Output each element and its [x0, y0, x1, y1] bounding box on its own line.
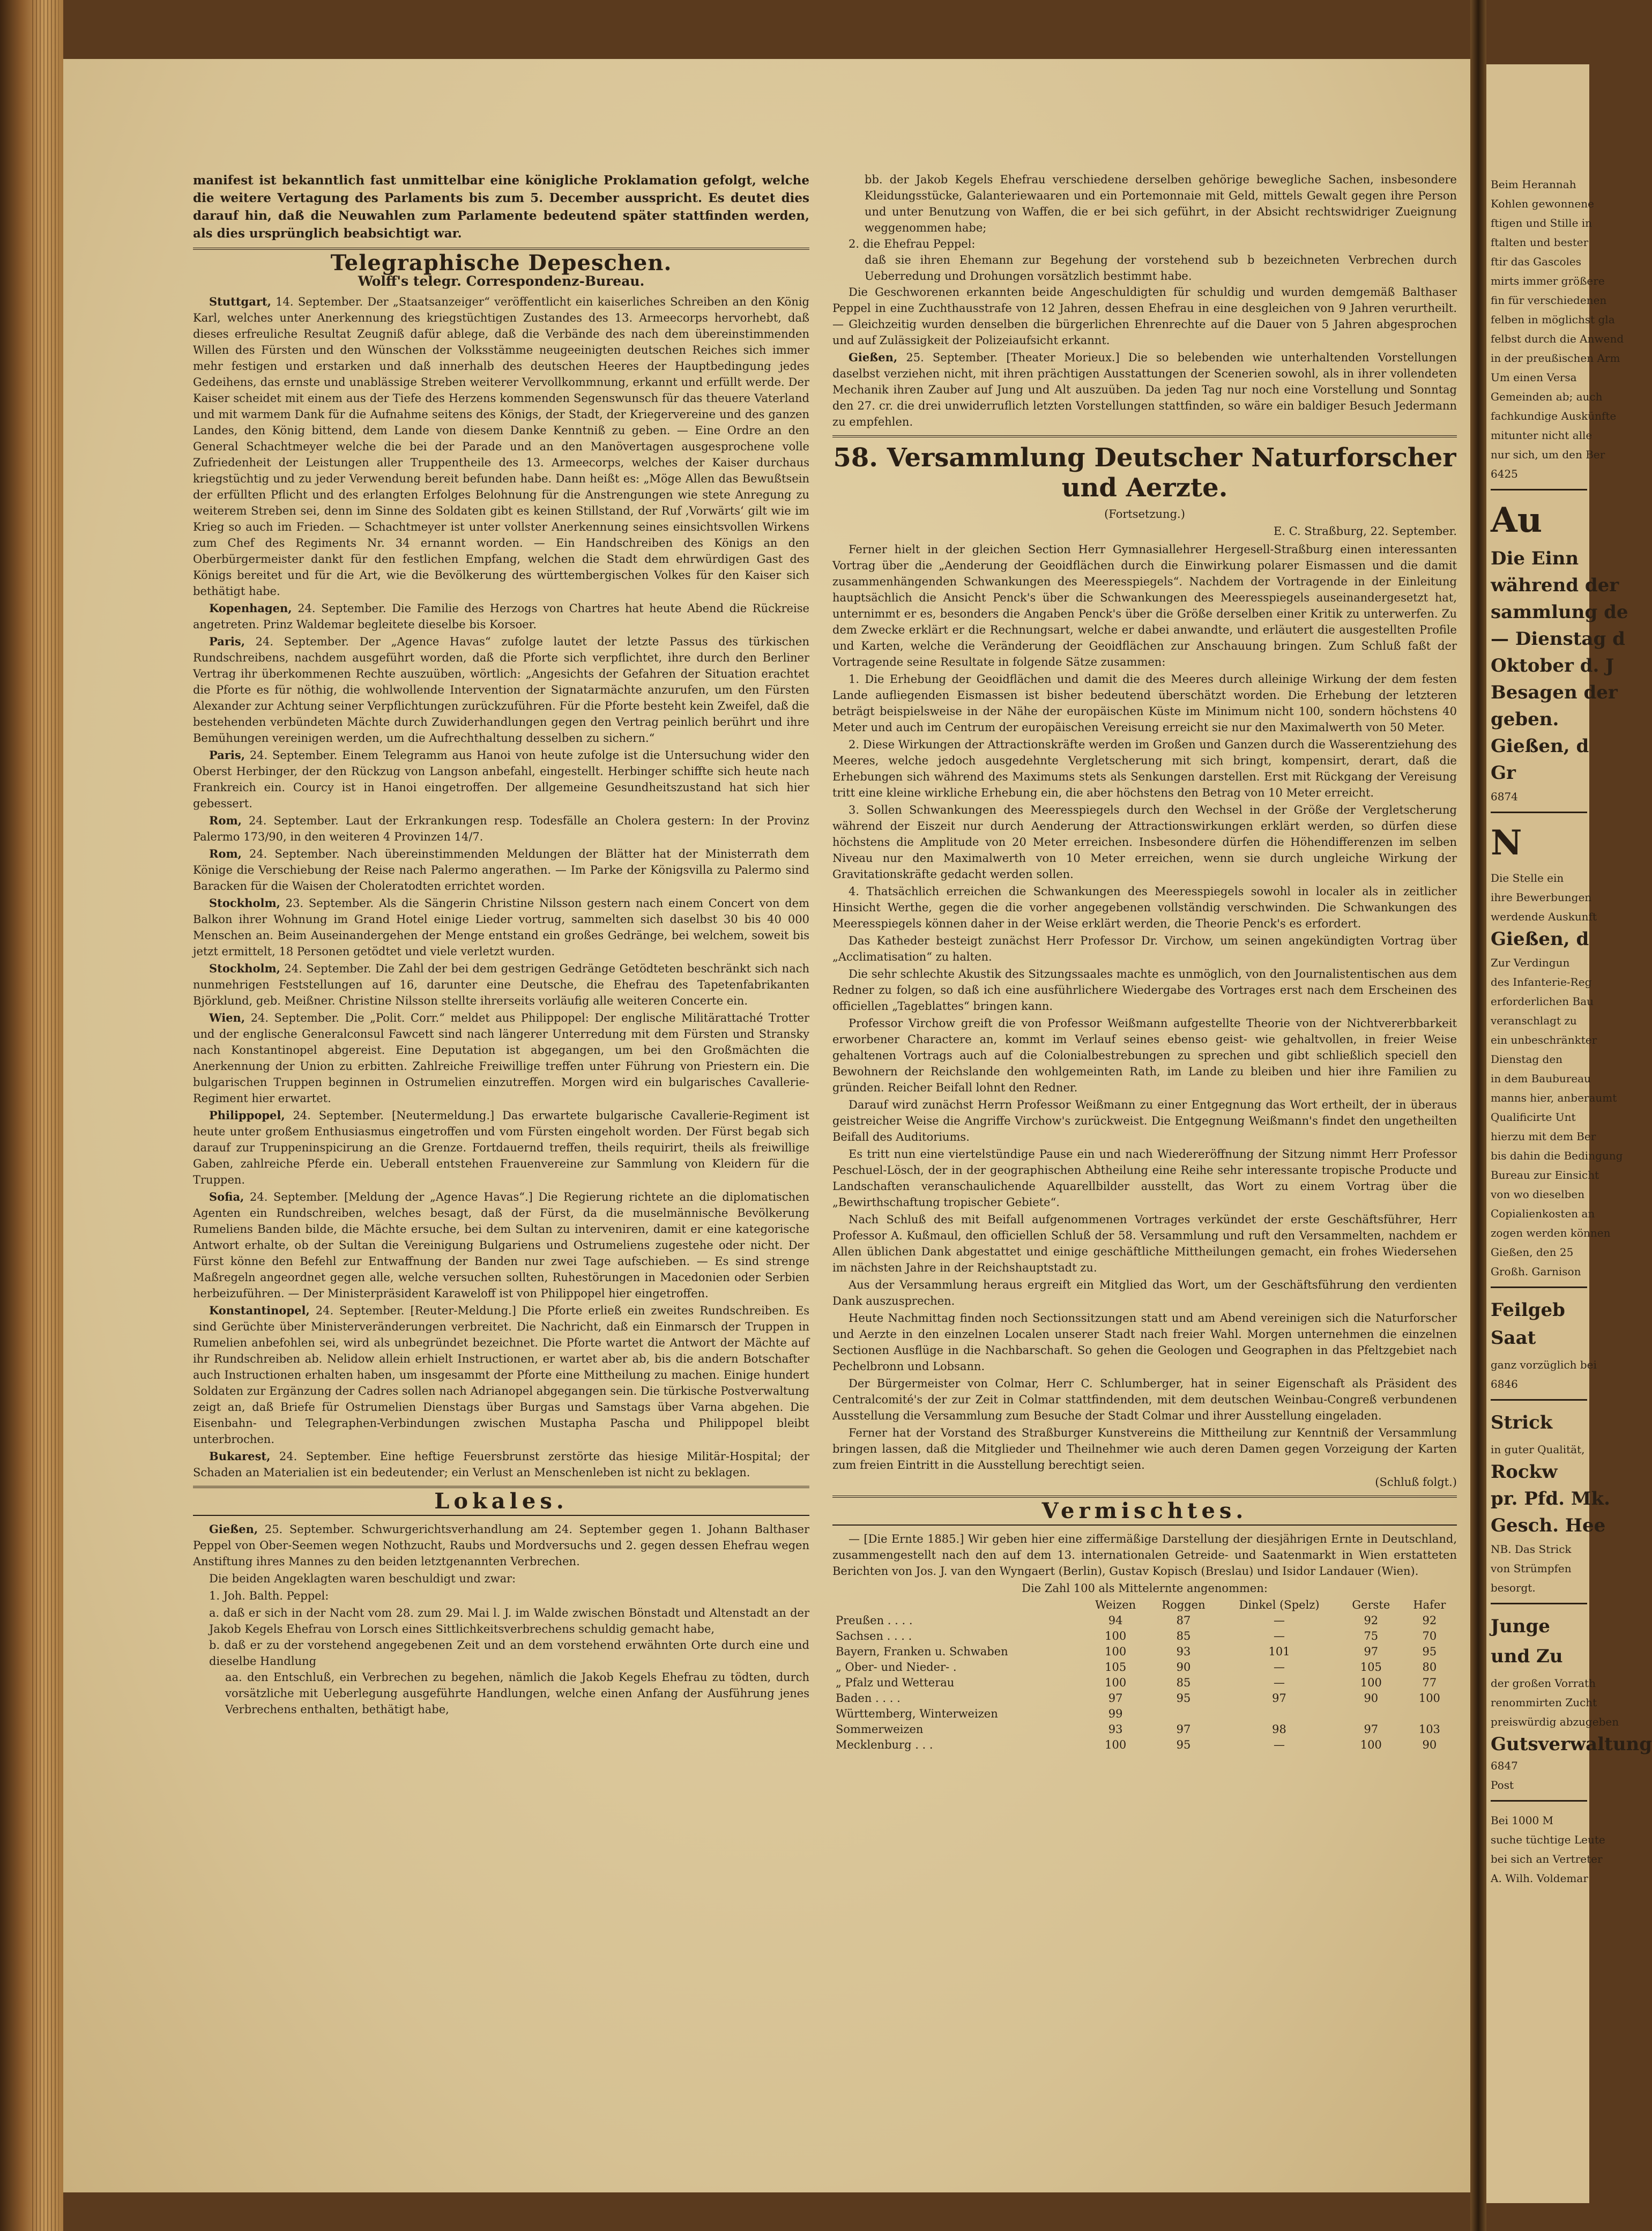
region-cell: „ Ober- und Nieder- .: [836, 1661, 957, 1674]
theater-notice: [832, 349, 1457, 430]
value-cell: [1402, 1706, 1457, 1722]
theater-text: 25. September. [Theater Morieux.] Die so belebenden wie unterhaltenden Vorstellungen daselbst verziehen nicht, mit ihren prächtigen Ausstattungen der Scenerien sowohl, als in ihrer vollendeten Mechanik ihren Zauber auf Jung und Alt auszuüben. Da jeden Tag nur noch eine Vorstellung und Sonntag den 27. cr. die drei unwiderruflich letzten Vorstellungen stattfinden, so wäre ein baldiger Besuch Jedermann zu empfehlen.: [832, 351, 1457, 428]
value-cell: 105: [1105, 1661, 1127, 1674]
adjacent-page-text: erforderlichen Bau: [1491, 995, 1594, 1008]
adjacent-page-text: felben in möglichst gla: [1491, 313, 1615, 326]
dispatch-text: 24. September. Die Zahl der bei dem gestrigen Gedränge Getödteten beschränkt sich nach nunmehrigen Feststellungen auf 16, darunter eine Deutsche, die Ehefrau des Tapetenfabrikanten Björklund, geb. Meißner. Christine Nilsson stellte ihrerseits vorläufig alle weiteren Concerte ein.: [193, 962, 809, 1007]
adjacent-page-text: werdende Auskunft: [1491, 910, 1597, 923]
section-divider: [193, 1515, 809, 1516]
dispatch-text: 24. September. [Neutermeldung.] Das erwartete bulgarische Cavallerie-Regiment ist heute unter großem Enthusiasmus eingetroffen und vom Fürsten eingeholt worden. Der Fürst begab sich darauf zur Truppeninspicirung an die Grenze. Fortdauernd treffen, theils requirirt, theils als freiwillige Gaben, zahlreiche Pferde ein. Ueberall entstehen Frauenvereine zur Sammlung von Kleidern für die Truppen.: [193, 1109, 809, 1186]
value-cell: —: [1274, 1630, 1285, 1642]
accused-1: 1. Joh. Balth. Peppel:: [209, 1589, 329, 1602]
value-cell: 80: [1422, 1661, 1437, 1674]
telegraph-items: [193, 294, 809, 1481]
value-cell: —: [1274, 1738, 1285, 1751]
value-cell: 95: [1422, 1645, 1437, 1658]
region-cell: Mecklenburg . . .: [836, 1738, 933, 1751]
lokales-title: Lokales.: [434, 1489, 568, 1514]
adjacent-page-text: geben.: [1491, 709, 1559, 730]
adjacent-page-text: 6874: [1491, 790, 1518, 803]
dispatch-text: 24. September. Die „Polit. Corr.“ meldet aus Philippopel: Der englische Militärattaché Trotter und der englische Generalconsul Fawcett sind nach längerer Unterredung mit dem Fürsten und Stransky nach Konstantinopel abgereist. Eine Deputation ist abgegangen, um bei den Großmächten die Anerkennung der Union zu erbitten. Zahlreiche Freiwillige treffen unter Führung von Priestern ein. Die bulgarischen Truppen beginnen in Ostrumelien einzutreffen. Morgen wird ein bulgarisches Cavallerie-Regiment hier erwartet.: [193, 1012, 809, 1105]
telegraph-subtitle: Wolff's telegr. Correspondenz-Bureau.: [358, 273, 645, 289]
dispatch-text: 24. September. Laut der Erkrankungen resp. Todesfälle an Cholera gestern: In der Provinz Palermo 173/90, in den weiteren 4 Provinzen 14/7.: [193, 814, 809, 843]
region-cell: Preußen . . . .: [836, 1614, 913, 1627]
region-cell: Sachsen . . . .: [836, 1630, 912, 1642]
dispatch-city: Stockholm,: [209, 962, 280, 975]
value-cell: 90: [1176, 1661, 1191, 1674]
adjacent-page-text: Gießen, d: [1491, 928, 1589, 950]
report-paragraph: 1. Die Erhebung der Geoidflächen und damit die des Meeres durch alleinige Wirkung der dem festen Lande aufliegenden Eismassen ist bisher bedeutend überschätzt worden. Die Erhebung der letzteren beträgt beispielsweise in der Nähe der europäischen Küste im Minimum nicht 100, sondern höchstens 40 Meter und auch im Centrum der europäischen Vereisung erreicht sie nur den Maximalwerth von 50 Meter.: [832, 673, 1457, 734]
table-row: [832, 1613, 1457, 1628]
report-paragraph: Professor Virchow greift die von Professor Weißmann aufgestellte Theorie von der Nichtvererbbarkeit erworbener Charactere an, kommt im Verlauf seines ebenso geist- wie gehaltvollen, in freier Weise gehaltenen Vortrags auch auf die Colonialbestrebungen zu sprechen und gibt schließlich speciell den Bewohnern der Reichslande den wohlgemeinten Rath, im Lande zu bleiben und hier ihre Familien zu gründen. Reicher Beifall lohnt den Redner.: [832, 1017, 1457, 1094]
adjacent-page-text: veranschlagt zu: [1491, 1014, 1577, 1027]
vermischtes-title: Vermischtes.: [1041, 1498, 1248, 1523]
adjacent-page-text: des Infanterie-Reg: [1491, 976, 1592, 988]
adjacent-page-text: nur sich, um den Ber: [1491, 448, 1605, 461]
charge-item: b. daß er zu der vorstehend angegebenen Zeit und an dem vorstehend erwähnten Orte durch eine und dieselbe Handlung: [209, 1639, 809, 1668]
value-cell: 105: [1360, 1661, 1382, 1674]
dispatch-city: Rom,: [209, 814, 242, 827]
adjacent-page-text: in guter Qualität,: [1491, 1443, 1585, 1456]
adjacent-page-text: renommirten Zucht: [1491, 1696, 1597, 1709]
lead-paragraph: [193, 172, 809, 242]
value-cell: [1218, 1706, 1340, 1722]
adjacent-page-text: Post: [1491, 1779, 1514, 1791]
book-gutter: [1470, 0, 1486, 2231]
region-cell: „ Pfalz und Wetterau: [836, 1676, 955, 1689]
adjacent-page-text: von Strümpfen: [1491, 1562, 1572, 1575]
adjacent-page-text: 6847: [1491, 1759, 1518, 1772]
charge-list: [193, 1605, 809, 1717]
value-cell: 101: [1268, 1645, 1290, 1658]
adjacent-page-text: Dienstag den: [1491, 1053, 1563, 1066]
adjacent-page-text: Oktober d. J: [1491, 655, 1614, 676]
value-cell: 85: [1176, 1676, 1191, 1689]
dispatch-text: 24. September. Eine heftige Feuersbrunst zerstörte das hiesige Militär-Hospital; der Schaden an Materialien ist ein bedeutender; ein Verlust an Menschenleben ist nicht zu beklagen.: [193, 1450, 809, 1479]
table-row: [832, 1660, 1457, 1675]
value-cell: 100: [1418, 1692, 1440, 1705]
adjacent-page-text: Beim Herannah: [1491, 178, 1576, 191]
adjacent-page-text: Die Stelle ein: [1491, 872, 1564, 884]
dispatch-item: [193, 813, 809, 845]
dispatch-item: [193, 1107, 809, 1188]
adjacent-page-text: Copialienkosten an: [1491, 1207, 1595, 1220]
charge-item: daß sie ihren Ehemann zur Begehung der vorstehend sub b bezeichneten Verbrechen durch Ueberredung und Drohungen vorsätzlich bestimmt habe.: [865, 254, 1457, 282]
dispatch-item: [193, 1189, 809, 1302]
right-column: [832, 172, 1457, 1753]
dispatch-item: [193, 895, 809, 960]
report-paragraph: Die sehr schlechte Akustik des Sitzungssaales machte es unmöglich, von den Journalistentischen aus dem Redner zu folgen, so daß ich eine ausführlichere Wiedergabe des Vortrages erst nach dem Erscheinen des officiellen „Tageblattes“ bringen kann.: [832, 968, 1457, 1013]
ad-divider: [1491, 489, 1587, 490]
adjacent-page-text: fin für verschiedenen: [1491, 294, 1607, 307]
lokales-intro-text: 25. September. Schwurgerichtsverhandlung am 24. September gegen 1. Johann Balthaser Peppel von Ober-Seemen wegen Nothzucht, Raubs und Mordversuchs und 2. gegen dessen Ehefrau wegen Anstiftung ihres Mannes zu den beiden letztgenannten Verbrechen.: [193, 1523, 809, 1568]
adjacent-page-text: der großen Vorrath: [1491, 1677, 1596, 1690]
value-cell: 97: [1272, 1692, 1286, 1705]
adjacent-page-text: ein unbeschränkter: [1491, 1033, 1597, 1046]
dispatch-text: 24. September. [Meldung der „Agence Havas“.] Die Regierung richtete an die diplomatischen Agenten ein Rundschreiben, welches besagt, daß der Fürst, da die muselmännische Bevölkerung Rumeliens Banden bilde, die Mächte ersuche, bei dem Sultan zu interveniren, damit er eine kategorische Antwort erhalte, ob der Sultan die Vereinigung Bulgariens und Ostrumeliens zugestehe oder nicht. Der Fürst könne den Befehl zur Entwaffnung der Banden nur zwei Tage aufschieben. — Es sind strenge Maßregeln angeordnet gegen alle, welche versuchen sollten, Ruhestörungen in Macedonien oder Serbien herbeizuführen. — Der Ministerpräsident Karaweloff ist von Philippopel hier eingetroffen.: [193, 1191, 809, 1300]
dispatch-text: 24. September. [Reuter-Meldung.] Die Pforte erließ ein zweites Rundschreiben. Es sind Gerüchte über Ministerveränderungen verbreitet. Die Nachricht, daß ein Einmarsch der Truppen in Rumelien anbefohlen sei, wird als unbegründet bezeichnet. Die Pforte wartet die Antwort der Mächte auf ihr Rundschreiben ab. Nelidow allein erhielt Instructionen, er wartet aber ab, bis die andern Botschafter auch Instructionen erhalten haben, um insgesammt der Pforte eine Mittheilung zu machen. Einige hundert Soldaten zur Ergänzung der Cadres sollen nach Adrianopel abgegangen sein. Die türkische Postverwaltung zeigt an, daß Briefe für Ostrumelien Dienstags über Burgas und Samstags über Varna abgehen. Die Eisenbahn- und Telegraphen-Verbindungen zwischen Mustapha Pascha und Philippopel bleibt unterbrochen.: [193, 1304, 809, 1446]
dispatch-city: Rom,: [209, 847, 242, 860]
dispatch-text: 23. September. Als die Sängerin Christine Nilsson gestern nach einem Concert von dem Balkon ihrer Wohnung im Grand Hotel einige Lieder vortrug, sammelten sich daselbst 30 bis 40 000 Menschen an. Beim Auseinandergehen der Menge entstand ein großes Gedränge, bei welchem, soweit bis jetzt ermittelt, 18 Personen getödtet und viele verletzt wurden.: [193, 897, 809, 958]
naturforscher-title: 58. Versammlung Deutscher Naturforscher und Aerzte.: [833, 443, 1456, 503]
adjacent-page-text: ihre Bewerbungen: [1491, 891, 1592, 904]
ad-divider: [1491, 1286, 1587, 1288]
section-divider: [832, 435, 1457, 437]
report-paragraph: 4. Thatsächlich erreichen die Schwankungen des Meeresspiegels sowohl in localer als in zeitlicher Hinsicht Werthe, gegen die die vorher angegebenen vollständig verschwinden. Die Schwankungen des Meeresspiegels können daher in der Weise erklärt werden, die Theorie Penck's es erfordert.: [832, 885, 1457, 930]
value-cell: 77: [1422, 1676, 1437, 1689]
ad-divider: [1491, 1603, 1587, 1604]
naturforscher-dateline: E. C. Straßburg, 22. September.: [1274, 525, 1457, 538]
report-paragraph: Heute Nachmittag finden noch Sectionssitzungen statt und am Abend vereinigen sich die Naturforscher und Aerzte in den einzelnen Localen unserer Stadt nach freier Wahl. Morgen unternehmen die einzelnen Sectionen Ausflüge in die Nachbarschaft. So gehen die Geologen und Geographen in das Pfeltzgebiet nach Pechelbronn und Lobsann.: [832, 1312, 1457, 1373]
adjacent-page-text: ftir das Gascoles: [1491, 255, 1582, 268]
adjacent-page-text: Besagen der: [1491, 682, 1618, 703]
report-paragraph: Aus der Versammlung heraus ergreift ein Mitglied das Wort, um der Geschäftsführung den verdienten Dank auszusprechen.: [832, 1278, 1457, 1307]
report-paragraph: Nach Schluß des mit Beifall aufgenommenen Vortrages verkündet der erste Geschäftsführer, Herr Professor A. Kußmaul, den officiellen Schluß der 58. Versammlung und ruft den Versammelten, nachdem er Allen üblichen Dank abgestattet und einige geschäftliche Mittheilungen gemacht, ein frohes Wiedersehen im nächsten Jahre in der Reichshauptstadt zu.: [832, 1213, 1457, 1274]
table-body: [832, 1613, 1457, 1753]
table-row: [832, 1722, 1457, 1737]
adjacent-page-text: ganz vorzüglich bei: [1491, 1358, 1597, 1371]
value-cell: 98: [1272, 1723, 1286, 1736]
adjacent-page-text: während der: [1491, 575, 1619, 596]
left-column: [193, 172, 809, 1717]
column-header: [832, 1597, 1083, 1613]
report-paragraph: Es tritt nun eine viertelstündige Pause ein und nach Wiedereröffnung der Sitzung nimmt Herr Professor Peschuel-Lösch, der in der geographischen Abtheilung eine Reihe sehr interessante tropische Producte und Landschaften veranschaulichende Aquarellbilder ausstellt, das Wort zu einem Vortrag über die „Bewirthschaftung tropischer Gebiete“.: [832, 1148, 1457, 1209]
charge-item: a. daß er sich in der Nacht vom 28. zum 29. Mai l. J. im Walde zwischen Bönstadt und Altenstadt an der Jakob Kegels Ehefrau von Lorsch eines Sittlichkeitsverbrechens schuldig gemacht habe,: [209, 1607, 809, 1635]
value-cell: 100: [1105, 1645, 1127, 1658]
column-header: Hafer: [1413, 1598, 1446, 1611]
adjacent-page-text: Großh. Garnison: [1491, 1265, 1581, 1278]
charge-list-continued: [832, 172, 1457, 284]
lead-text: manifest ist bekanntlich fast unmittelbar eine königliche Proklamation gefolgt, welche die weitere Vertagung des Parlaments bis zum 5. December ausspricht. Es deutet dies darauf hin, daß die Neuwahlen zum Parlamente bedeutend später stattfinden werden, als dies ursprünglich beabsichtigt war.: [193, 173, 809, 241]
dispatch-city: Stockholm,: [209, 896, 280, 910]
table-row: [832, 1737, 1457, 1753]
adjacent-page-text: mitunter nicht alle: [1491, 429, 1593, 442]
dispatch-text: 14. September. Der „Staatsanzeiger“ veröffentlicht ein kaiserliches Schreiben an den König Karl, welches unter Anerkennung des kriegstüchtigen Zustandes des 13. Armeecorps hervorhebt, daß dieses erfreuliche Resultat Zeugniß dafür ablege, daß die Verbände des nach dem übereinstimmenden Willen des Fürsten und den Wünschen der Volksstämme neugeeinigten deutschen Reiches sich immer mehr festigen und erstarken und daß innerhalb des deutschen Heeres der Hauptbedingung jedes Gedeihens, das ernste und unablässige Streben weiterer Vervollkommnung, erkannt und erfüllt werde. Der Kaiser scheidet mit einem aus der Tiefe des Herzens kommenden Segenswunsch für das theuere Vaterland und mit warmem Dank für die Aufnahme seitens des Königs, der Stadt, der Kriegervereine und des ganzen Landes, den König bittend, dem Lande von diesem Danke Kenntniß zu geben. — Eine Ordre an den General Schachtmeyer welche die bei der Parade und an den Manövertagen ausgesprochene volle Zufriedenheit der Leistungen aller Truppentheile des 13. Armeecorps, welches der Kaiser durchaus kriegstüchtig und zu jeder Verwendung bereit befunden habe. Dann heißt es: „Möge Allen das Bewußtsein der erfüllten Pflicht und des erlangten Erfolges Belohnung für die Anstrengungen wie stete Anregung zu weiterem Streben sei, denn im Sinne des Soldaten gibt es keinen Stillstand, der Ruf ‚Vorwärts‘ gilt wie im Krieg so auch im Frieden. — Schachtmeyer ist unter vollster Anerkennung seines einsichtsvollen Wirkens zum Chef des Regiments Nr. 34 ernannt worden. — Ein Handschreiben des Königs an den Oberbürgermeister dankt für den festlichen Empfang, welchen die Stadt dem ehrwürdigen Gast des Königs bereitet und für die Art, wie die Bevölkerung des württembergischen Volkes für den Kaiser sich bethätigt habe.: [193, 295, 809, 598]
value-cell: 85: [1176, 1630, 1191, 1642]
value-cell: —: [1274, 1614, 1285, 1627]
dispatch-item: [193, 747, 809, 812]
value-cell: 97: [1176, 1723, 1191, 1736]
adjacent-page-text: Junge: [1491, 1616, 1550, 1637]
value-cell: 75: [1364, 1630, 1379, 1642]
value-cell: 97: [1108, 1692, 1123, 1705]
dispatch-item: [193, 1448, 809, 1481]
value-cell: 93: [1176, 1645, 1191, 1658]
lokales-intro: [193, 1521, 809, 1570]
adjacent-page-text: NB. Das Strick: [1491, 1543, 1572, 1556]
adjacent-page-text: fachkundige Auskünfte: [1491, 410, 1617, 422]
adjacent-page-text: manns hier, anberaumt: [1491, 1091, 1617, 1104]
column-header: Dinkel (Spelz): [1239, 1598, 1320, 1611]
book-spine-edge: [0, 0, 63, 2231]
value-cell: 92: [1364, 1614, 1379, 1627]
table-caption: Die Zahl 100 als Mittelernte angenommen:: [1022, 1582, 1268, 1595]
dispatch-city: Paris,: [209, 748, 245, 762]
table-row: [832, 1691, 1457, 1706]
report-paragraph: Ferner hielt in der gleichen Section Herr Gymnasiallehrer Hergesell-Straßburg einen interessanten Vortrag über die „Aenderung der Geoidflächen durch die Einwirkung polarer Eismassen und die damit zusammenhängenden Schwankungen des Meeresspiegels“. Nachdem der Vortragende in der Einleitung hauptsächlich die Ansicht Penck's über die Schwankungen des Meeresspiegels auseinandergesetzt hat, unternimmt er es, besonders die Angaben Penck's über die Größe derselben einer Kritik zu unterwerfen. Zu dem Zwecke erklärt er die Rechnungsart, welche er dabei anwandte, und erläutert die ausgestellten Profile und Karten, welche die Veränderung der Geoidflächen zur Anschauung bringen. Zum Schluß faßt der Vortragende seine Resultate in folgende Sätze zusammen:: [832, 543, 1457, 668]
naturforscher-body: [832, 541, 1457, 1473]
table-row: [832, 1628, 1457, 1644]
adjacent-page-text: Bei 1000 M: [1491, 1814, 1554, 1827]
adjacent-page-text: besorgt.: [1491, 1581, 1536, 1594]
adjacent-page-text: ftigen und Stille in: [1491, 217, 1593, 229]
telegraph-title: Telegraphische Depeschen.: [330, 250, 672, 276]
value-cell: 100: [1105, 1676, 1127, 1689]
region-cell: Baden . . . .: [836, 1692, 901, 1705]
value-cell: 87: [1176, 1614, 1191, 1627]
section-divider: [193, 248, 809, 250]
table-row: [832, 1706, 1457, 1722]
region-cell: Sommerweizen: [836, 1723, 924, 1736]
dateline-city: Gießen,: [209, 1522, 258, 1536]
value-cell: 100: [1105, 1738, 1127, 1751]
report-paragraph: Der Bürgermeister von Colmar, Herr C. Schlumberger, hat in seiner Eigenschaft als Präsident des Centralcomité's der zur Zeit in Colmar stattfindenden, mit dem deutschen Weinbau-Congreß verbundenen Ausstellung die Versammlung zum Besuche der Stadt Colmar und ihrer Ausstellung eingeladen.: [832, 1377, 1457, 1422]
ad-divider: [1491, 812, 1587, 813]
page-edge-lines: [32, 0, 59, 2231]
column-header: Gerste: [1352, 1598, 1390, 1611]
value-cell: [1149, 1706, 1218, 1722]
adjacent-page-text: A. Wilh. Voldemar: [1491, 1872, 1588, 1885]
adjacent-page-text: Gießen, den 25: [1491, 1246, 1574, 1259]
section-divider: [832, 1524, 1457, 1526]
table-row: [832, 1644, 1457, 1660]
value-cell: 93: [1108, 1723, 1123, 1736]
adjacent-page-text: — Dienstag d: [1491, 628, 1625, 650]
dispatch-text: 24. September. Einem Telegramm aus Hanoi von heute zufolge ist die Untersuchung wider den Oberst Herbinger, der den Rückzug von Langson anbefahl, eingestellt. Herbinger schiffte sich heute nach Frankreich ein. Courcy ist in Hanoi eingetroffen. Der allgemeine Gesundheitszustand hat sich hier gebessert.: [193, 749, 809, 810]
adjacent-page-text: Gießen, d: [1491, 735, 1589, 757]
adjacent-page-fragment: [1486, 64, 1652, 2203]
adjacent-page-text: zogen werden können: [1491, 1226, 1611, 1239]
adjacent-page-text: Strick: [1491, 1412, 1553, 1433]
adjacent-page-text: Feilgeb: [1491, 1299, 1565, 1321]
region-cell: Württemberg, Winterweizen: [836, 1707, 998, 1720]
adjacent-page-text: Rockw: [1491, 1461, 1558, 1483]
adjacent-page-text: und Zu: [1491, 1646, 1563, 1667]
adjacent-page-text: pr. Pfd. Mk.: [1491, 1488, 1610, 1509]
adjacent-page-text: Kohlen gewonnene: [1491, 197, 1594, 210]
value-cell: 90: [1422, 1738, 1437, 1751]
dateline-city: Gießen,: [849, 351, 898, 364]
dispatch-item: [193, 846, 809, 894]
adjacent-page-text: preiswürdig abzugeben: [1491, 1715, 1619, 1728]
column-header: Roggen: [1162, 1598, 1205, 1611]
value-cell: 97: [1364, 1645, 1379, 1658]
dispatch-item: [193, 294, 809, 599]
ad-divider: [1491, 1800, 1587, 1802]
adjacent-page-text: Gesch. Hee: [1491, 1515, 1606, 1536]
value-cell: —: [1274, 1676, 1285, 1689]
adjacent-page-text: Gemeinden ab; auch: [1491, 390, 1603, 403]
charge-item: aa. den Entschluß, ein Verbrechen zu begehen, nämlich die Jakob Kegels Ehefrau zu tödten, durch vorsätzliche mit Ueberlegung ausgeführte Handlungen, welche einen Anfang der Ausführung jenes Verbrechens enthalten, bethätigt habe,: [225, 1671, 809, 1716]
adjacent-page-text: N: [1491, 823, 1522, 863]
section-divider: [193, 1486, 809, 1488]
dispatch-city: Bukarest,: [209, 1449, 271, 1463]
adjacent-page-text: suche tüchtige Leute: [1491, 1833, 1605, 1846]
dispatch-text: 24. September. Die Familie des Herzogs von Chartres hat heute Abend die Rückreise angetreten. Prinz Waldemar begleitete dieselbe bis Korsoer.: [193, 602, 809, 631]
adjacent-page-text: Saat: [1491, 1327, 1536, 1349]
value-cell: 95: [1176, 1738, 1191, 1751]
adjacent-page-text: bis dahin die Bedingung: [1491, 1149, 1623, 1162]
report-paragraph: Ferner hat der Vorstand des Straßburger Kunstvereins die Mittheilung zur Kenntniß der Versammlung bringen lassen, daß die Mitglieder und Theilnehmer wie auch deren Damen gegen Vorzeigung der Karten zum freien Eintritt in die Ausstellung berechtigt seien.: [832, 1426, 1457, 1471]
value-cell: 70: [1422, 1630, 1437, 1642]
dispatch-item: [193, 600, 809, 633]
adjacent-page-text: Die Einn: [1491, 548, 1579, 569]
adjacent-page-text: 6425: [1491, 467, 1518, 480]
adjacent-page-text: Zur Verdingun: [1491, 956, 1570, 969]
adjacent-page-text: sammlung de: [1491, 601, 1628, 623]
section-divider: [832, 1496, 1457, 1498]
value-cell: 100: [1105, 1630, 1127, 1642]
value-cell: 92: [1422, 1614, 1437, 1627]
charge-item: bb. der Jakob Kegels Ehefrau verschiedene derselben gehörige bewegliche Sachen, insbesondere Kleidungsstücke, Galanteriewaaren und ein Portemonnaie mit Geld, mittels Gewalt gegen ihre Person und unter Benutzung von Waffen, die er bei sich geführt, in der Absicht rechtswidriger Zueignung weggenommen habe;: [865, 173, 1457, 234]
dispatch-city: Stuttgart,: [209, 295, 271, 308]
dispatch-text: 24. September. Der „Agence Havas“ zufolge lautet der letzte Passus des türkischen Rundschreibens, nachdem ausgeführt worden, daß die Pforte sich verpflichtet, ihre durch den Berliner Vertrag ihr überkommenen Rechte auszuüben, wörtlich: „Angesichts der Gefahren der Situation erachtet die Pforte es für nöthig, die wohlwollende Intervention der Signatarmächte anzurufen, um den Fürsten Alexander zur Achtung seiner Verpflichtungen zurückzuführen. Für die Pforte besteht kein Zweifel, daß die bestehenden verbündeten Mächte durch Zuwiderhandlungen gegen den Vertrag peinlich berührt und ihre Bemühungen vereinigen werden, um die Aufrechthaltung desselben zu sichern.“: [193, 635, 809, 745]
dispatch-item: [193, 1010, 809, 1106]
dispatch-city: Philippopel,: [209, 1109, 285, 1122]
harvest-table: [832, 1597, 1457, 1753]
value-cell: 95: [1176, 1692, 1191, 1705]
report-paragraph: 3. Sollen Schwankungen des Meeresspiegels durch den Wechsel in der Größe der Vergletscherung während der Eiszeit nur durch Aenderung der Attractionswirkungen erklärt werden, so dürfen diese höchstens die Amplitude von 20 Meter erreichen. Insbesondere dürfen die Höhendifferenzen im selben Niveau nur den Maximalwerth von 10 Meter erreichen, wenn sie durch ungleiche Wirkung der Gravitationskräfte gedacht werden sollen.: [832, 804, 1457, 881]
dispatch-city: Sofia,: [209, 1190, 244, 1203]
adjacent-page-text: hierzu mit dem Ber: [1491, 1130, 1596, 1143]
value-cell: 103: [1418, 1723, 1440, 1736]
value-cell: 100: [1360, 1738, 1382, 1751]
adjacent-page-text: bei sich an Vertreter: [1491, 1853, 1603, 1865]
dispatch-text: 24. September. Nach übereinstimmenden Meldungen der Blätter hat der Ministerrath dem Könige die Verschiebung der Reise nach Palermo angerathen. — Im Parke der Königsvilla zu Palermo sind Baracken für die Waisen der Choleratodten errichtet worden.: [193, 847, 809, 893]
dispatch-item: [193, 1303, 809, 1447]
dispatch-city: Paris,: [209, 635, 245, 648]
value-cell: 97: [1364, 1723, 1379, 1736]
value-cell: —: [1274, 1661, 1285, 1674]
adjacent-page-text: ftalten und bester: [1491, 236, 1589, 249]
charge-item: 2. die Ehefrau Peppel:: [849, 237, 976, 250]
value-cell: 99: [1108, 1707, 1123, 1720]
table-row: [832, 1675, 1457, 1691]
report-paragraph: 2. Diese Wirkungen der Attractionskräfte werden im Großen und Ganzen durch die Wasserentziehung des Meeres, welche jedoch ausgedehnte Vergletscherung mit sich bringt, kompensirt, derart, daß die Erhebungen sich während des Maximums stets als Senkungen darstellen. Erst mit Rückgang der Vereisung tritt eine kleine wirkliche Erhebung ein, die aber höchstens den Betrag von 10 Meter erreicht.: [832, 738, 1457, 799]
adjacent-page-text: Bureau zur Einsicht: [1491, 1169, 1599, 1181]
adjacent-page-text: Au: [1491, 500, 1543, 540]
dispatch-city: Kopenhagen,: [209, 601, 292, 615]
adjacent-page-text: felbst durch die Anwend: [1491, 332, 1624, 345]
ad-divider: [1491, 1399, 1587, 1401]
signoff: (Schluß folgt.): [1375, 1476, 1457, 1489]
report-paragraph: Darauf wird zunächst Herrn Professor Weißmann zu einer Entgegnung das Wort ertheilt, der in überaus geistreicher Weise die Angriffe Virchow's zurückweist. Die Entgegnung Weißmann's findet den ungetheilten Beifall des Auditoriums.: [832, 1098, 1457, 1143]
value-cell: [1340, 1706, 1402, 1722]
adjacent-page-text: in der preußischen Arm: [1491, 352, 1620, 365]
adjacent-page-text: Gutsverwaltung: [1491, 1734, 1652, 1755]
adjacent-page-text: von wo dieselben: [1491, 1188, 1585, 1201]
dispatch-city: Konstantinopel,: [209, 1304, 310, 1317]
dispatch-city: Wien,: [209, 1011, 245, 1024]
dispatch-item: [193, 961, 809, 1009]
value-cell: 100: [1360, 1676, 1382, 1689]
adjacent-page-text: Um einen Versa: [1491, 371, 1577, 384]
value-cell: 94: [1108, 1614, 1123, 1627]
report-paragraph: Das Katheder besteigt zunächst Herr Professor Dr. Virchow, um seinen angekündigten Vortrag über „Acclimatisation“ zu halten.: [832, 934, 1457, 963]
column-header: Weizen: [1095, 1598, 1136, 1611]
verdict: Die Geschworenen erkannten beide Angeschuldigten für schuldig und wurden demgemäß Balthaser Peppel in eine Zuchthausstrafe von 12 Jahren, dessen Ehefrau in eine desgleichen von 9 Jahren verurtheilt. — Gleichzeitig wurden denselben die bürgerlichen Ehrenrechte auf die Dauer von 5 Jahren abgesprochen und auf Zulässigkeit der Polizeiaufsicht erkannt.: [832, 286, 1457, 347]
adjacent-page-text: Gr: [1491, 762, 1516, 784]
table-header-row: [832, 1597, 1457, 1613]
adjacent-page-text: in dem Baubureau: [1491, 1072, 1591, 1085]
continued-note: (Fortsetzung.): [1104, 508, 1185, 520]
harvest-intro: — [Die Ernte 1885.] Wir geben hier eine ziffermäßige Darstellung der diesjährigen Ernte in Deutschland, zusammengestellt nach den auf dem 13. internationalen Getreide- und Saatenmarkt in Wien erstatteten Berichten von Jos. J. van den Wyngaert (Berlin), Gustav Kopisch (Breslau) und Isidor Landauer (Wien).: [832, 1533, 1457, 1578]
accused-intro: Die beiden Angeklagten waren beschuldigt und zwar:: [209, 1572, 516, 1585]
dispatch-item: [193, 634, 809, 746]
adjacent-page-text: Qualificirte Unt: [1491, 1111, 1576, 1124]
value-cell: 90: [1364, 1692, 1379, 1705]
adjacent-page-text: mirts immer größere: [1491, 274, 1605, 287]
adjacent-page-text: 6846: [1491, 1378, 1518, 1390]
region-cell: Bayern, Franken u. Schwaben: [836, 1645, 1008, 1658]
